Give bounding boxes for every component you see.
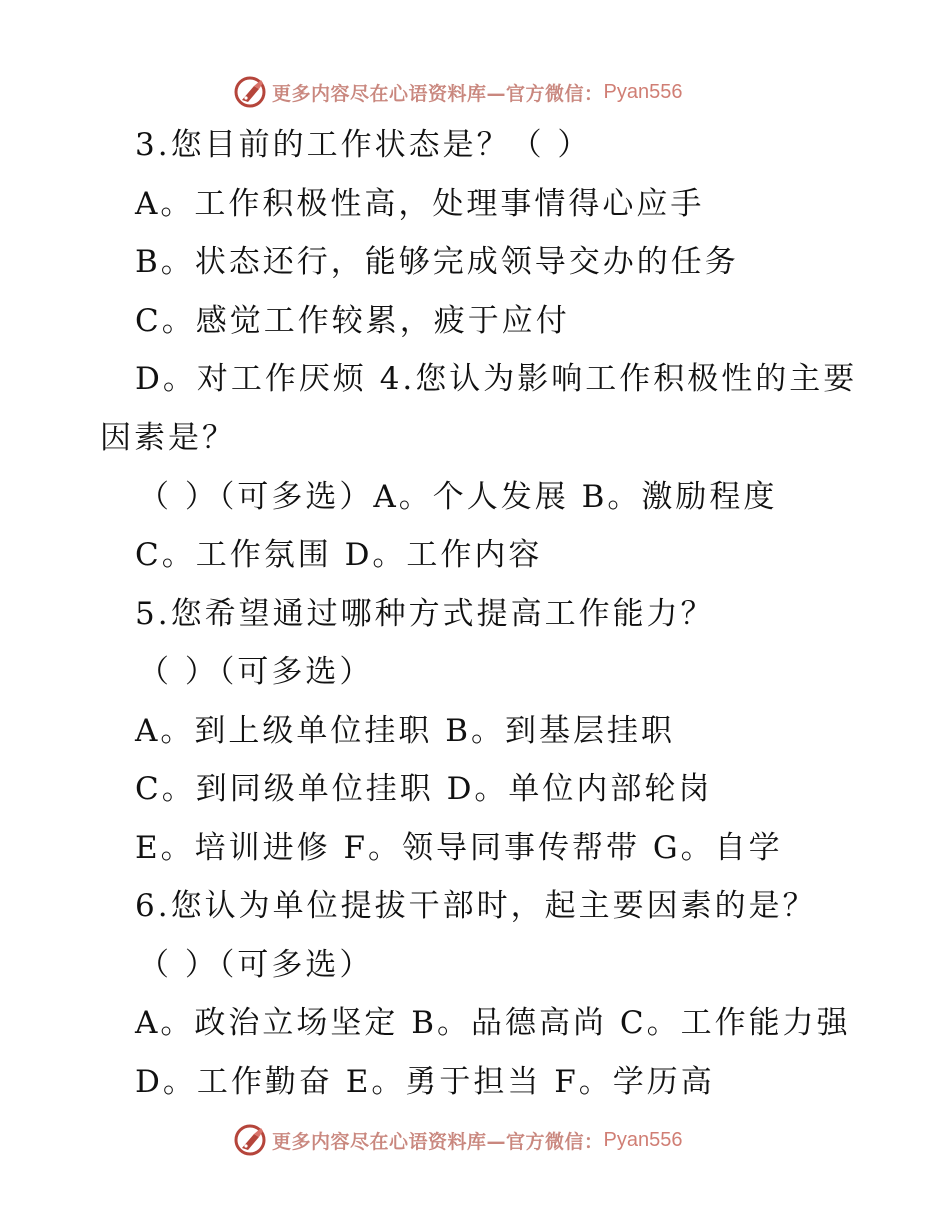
watermark-text: 更多内容尽在心语资料库—官方微信： (272, 82, 604, 105)
question-6: 6.您认为单位提拔干部时，起主要因素的是？ (135, 888, 817, 924)
option-line: D。对工作厌烦 4.您认为影响工作积极性的主要 (135, 361, 858, 397)
footer-watermark (232, 1120, 682, 1160)
option-line: D。工作勤奋 E。勇于担当 F。学历高 (135, 1064, 715, 1100)
option-line: C。工作氛围 D。工作内容 (135, 537, 543, 573)
header-watermark (232, 72, 682, 112)
option-line: A。政治立场坚定 B。品德高尚 C。工作能力强 (135, 1005, 851, 1041)
option-line: A。到上级单位挂职 B。到基层挂职 (135, 713, 676, 749)
question-3: 3.您目前的工作状态是？（ ） (135, 127, 592, 163)
watermark-text: 更多内容尽在心语资料库—官方微信： (272, 1130, 604, 1153)
question-4-continuation: 因素是？ (100, 420, 236, 456)
watermark-wechat-id: Pyan556 (603, 80, 683, 103)
option-line: C。感觉工作较累，疲于应付 (135, 303, 570, 339)
pen-nib-logo-icon (232, 1122, 268, 1158)
question-5: 5.您希望通过哪种方式提高工作能力？ (135, 596, 715, 632)
option-line: A。工作积极性高，处理事情得心应手 (135, 186, 705, 222)
pen-nib-logo-icon (232, 74, 268, 110)
option-line: C。到同级单位挂职 D。单位内部轮岗 (135, 771, 713, 807)
option-line: E。培训进修 F。领导同事传帮带 G。自学 (135, 830, 783, 866)
option-line: B。状态还行，能够完成领导交办的任务 (135, 244, 739, 280)
watermark-wechat-id: Pyan556 (603, 1128, 683, 1151)
option-line: （ ）（可多选）A。个人发展 B。激励程度 (138, 479, 778, 515)
answer-blank: （ ）（可多选） (138, 947, 374, 983)
answer-blank: （ ）（可多选） (138, 654, 374, 690)
